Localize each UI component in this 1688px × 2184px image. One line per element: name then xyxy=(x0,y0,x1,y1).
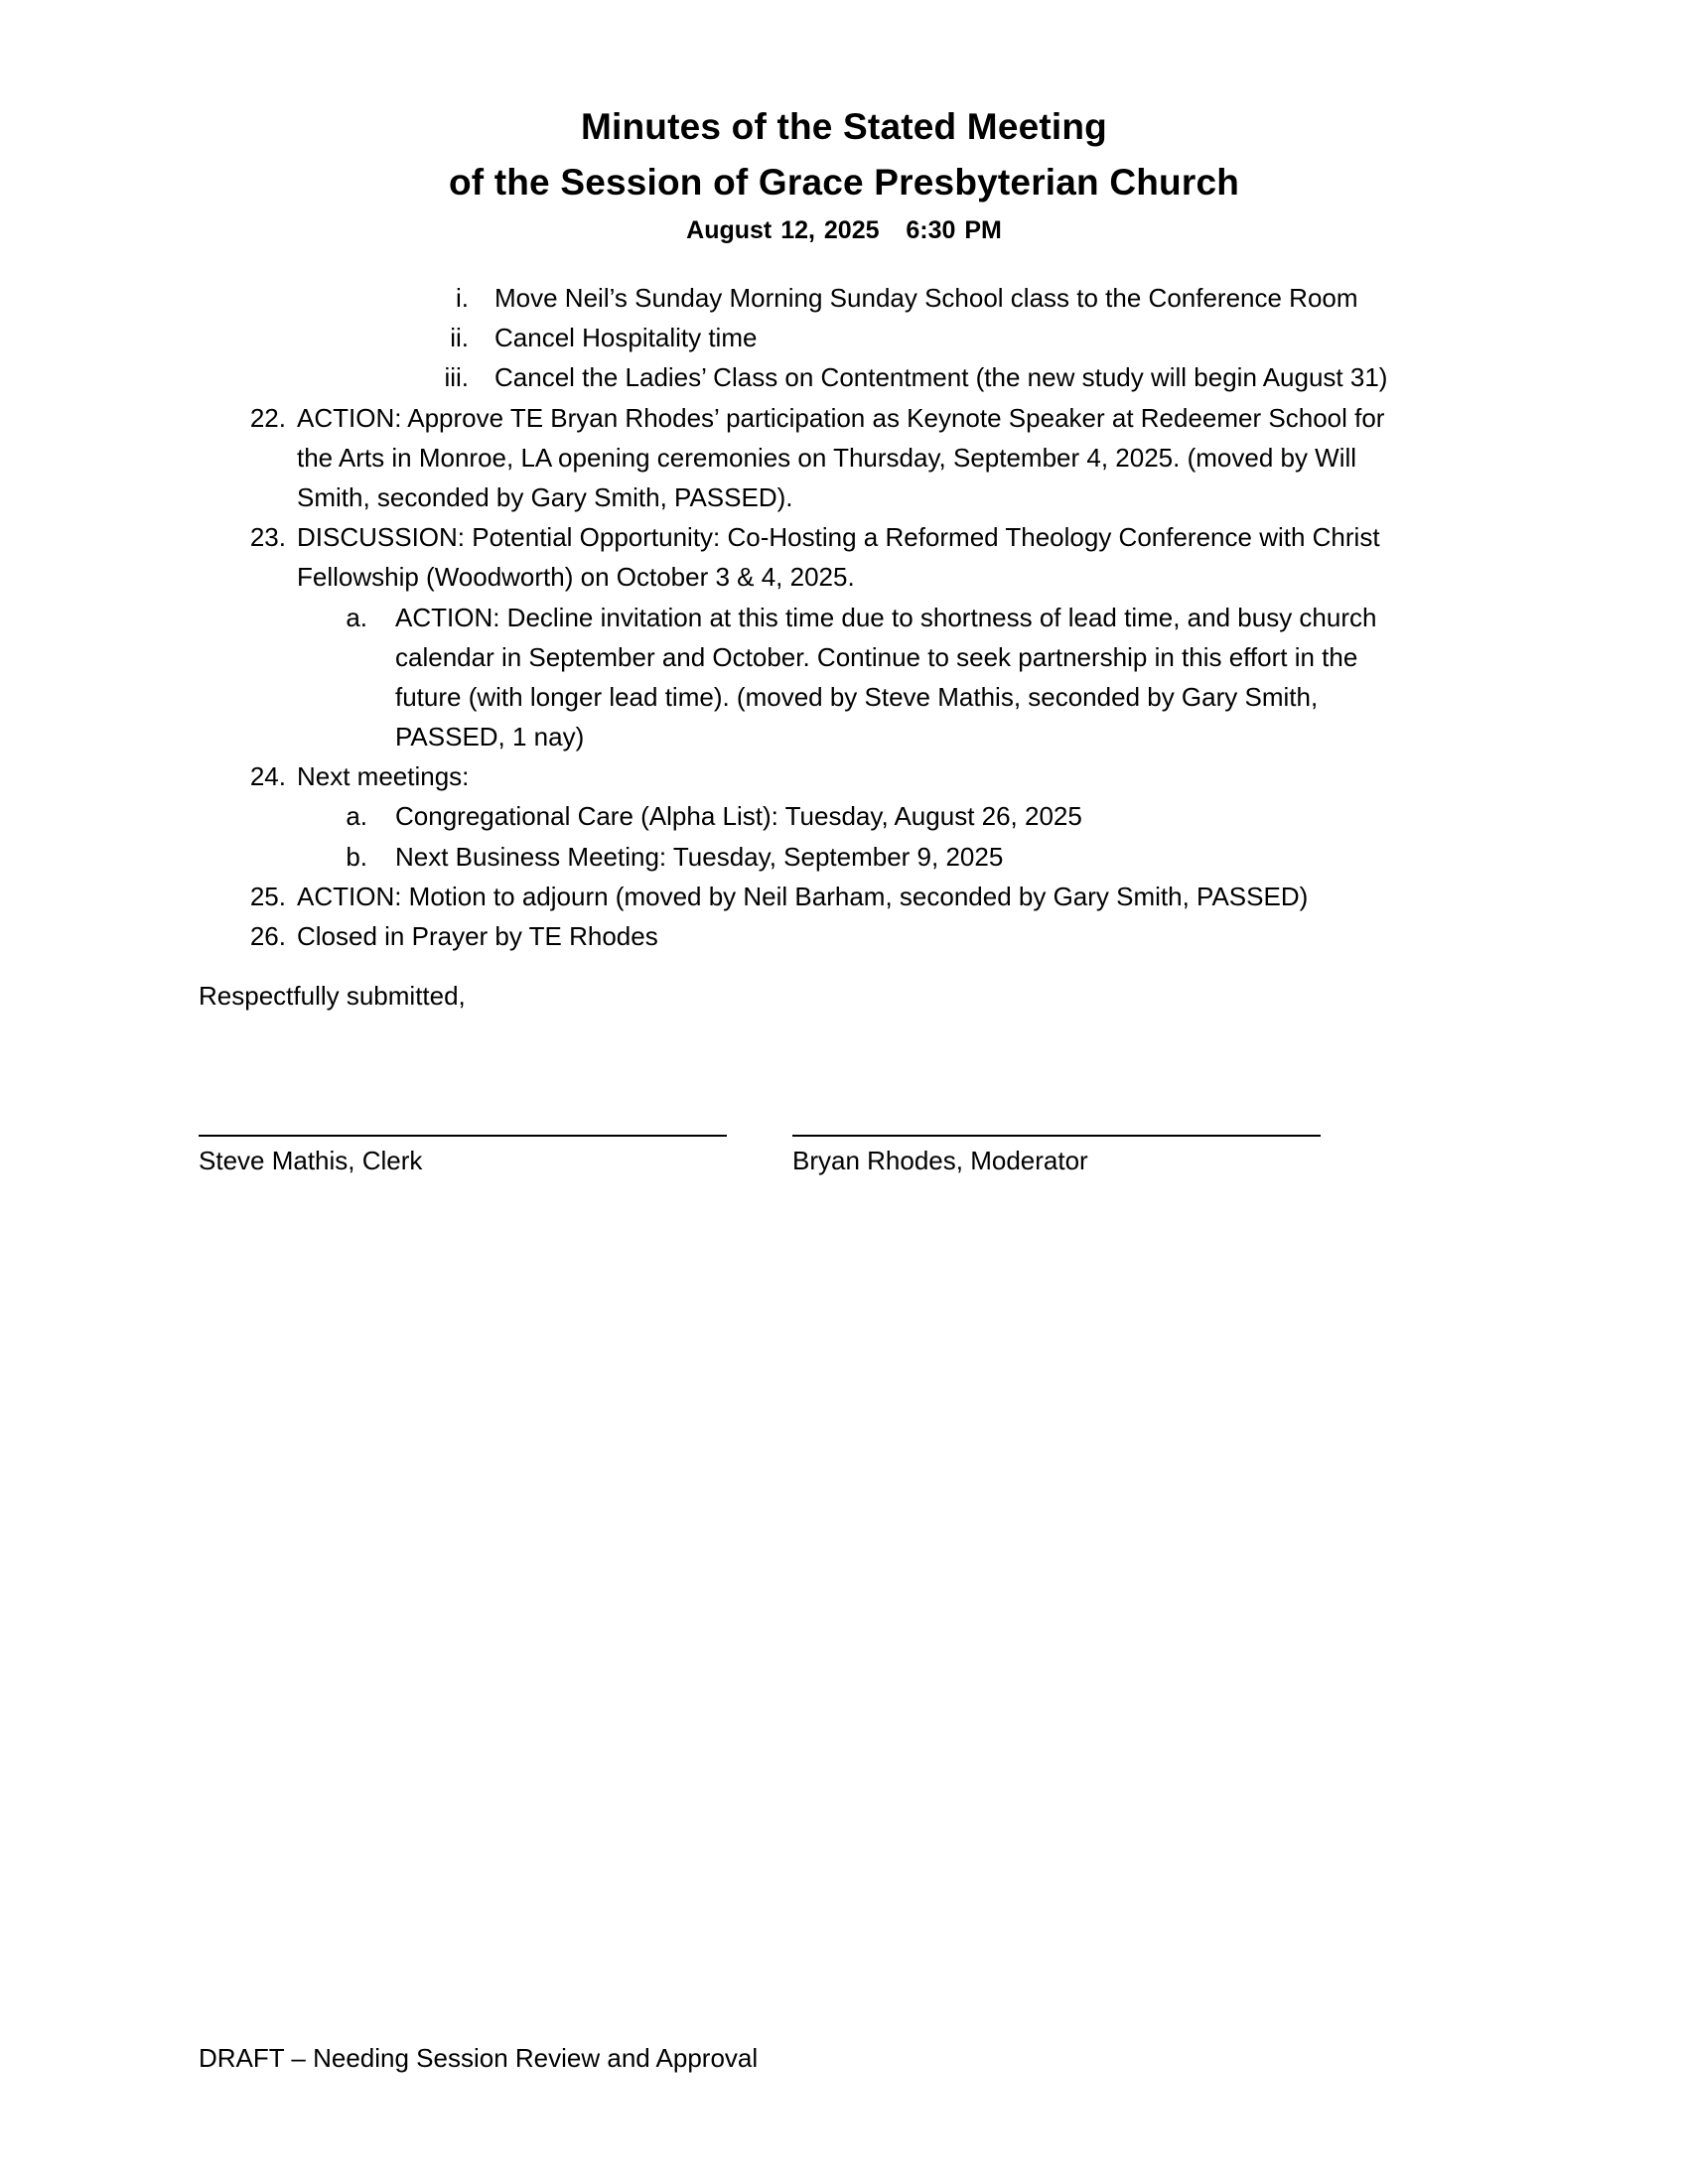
list-item-text: PASSED, 1 nay) xyxy=(395,722,585,752)
sub-item-23a-continuation xyxy=(0,717,1688,756)
sub-item-24b xyxy=(0,837,1688,877)
list-item-22-continuation xyxy=(0,478,1688,517)
title-line-1: Minutes of the Stated Meeting xyxy=(581,106,1107,147)
list-item xyxy=(0,278,1688,318)
list-item-text: Cancel Hospitality time xyxy=(494,323,758,353)
list-item-23 xyxy=(0,517,1688,557)
list-item xyxy=(0,357,1688,397)
list-item-text: Smith, seconded by Gary Smith, PASSED). xyxy=(297,481,793,512)
list-item-22-continuation xyxy=(0,438,1688,478)
list-item-text: ACTION: Decline invitation at this time due to shortness of lead time, and busy church xyxy=(395,602,1377,632)
list-marker: i. xyxy=(456,283,469,313)
list-marker: 25. xyxy=(249,881,286,911)
sub-item-23a-continuation xyxy=(0,677,1688,717)
title-line-2: of the Session of Grace Presbyterian Church xyxy=(448,162,1240,203)
list-item-25 xyxy=(0,877,1688,916)
list-marker: 24. xyxy=(249,761,286,792)
meeting-date-time: August 12, 2025 6:30 PM xyxy=(686,216,1002,244)
list-item-text: calendar in September and October. Continue to seek partnership in this effort in the xyxy=(395,641,1358,672)
sub-item-24a xyxy=(0,796,1688,836)
signature-name-clerk: Steve Mathis, Clerk xyxy=(199,1146,423,1175)
document-header xyxy=(0,99,1688,250)
list-item-text: Move Neil’s Sunday Morning Sunday School class to the Conference Room xyxy=(494,283,1358,313)
list-marker: iii. xyxy=(444,362,469,393)
signature-name-moderator: Bryan Rhodes, Moderator xyxy=(792,1146,1088,1175)
list-item-text: DISCUSSION: Potential Opportunity: Co-Hosting a Reformed Theology Conference with Christ xyxy=(297,522,1380,553)
list-item-text: Next meetings: xyxy=(297,761,470,792)
list-marker: a. xyxy=(346,602,367,632)
sub-item-23a xyxy=(0,598,1688,637)
list-item-text: Fellowship (Woodworth) on October 3 & 4, 2025. xyxy=(297,562,855,593)
list-item-22 xyxy=(0,398,1688,438)
list-marker: 23. xyxy=(249,522,286,553)
signature-line-moderator xyxy=(792,1135,1321,1137)
list-item xyxy=(0,318,1688,357)
list-item-text: Next Business Meeting: Tuesday, September 9, 2025 xyxy=(395,841,1004,872)
signature-line-clerk xyxy=(199,1135,727,1137)
list-item-text: Congregational Care (Alpha List): Tuesday, August 26, 2025 xyxy=(395,801,1082,832)
list-item-text: ACTION: Approve TE Bryan Rhodes’ participation as Keynote Speaker at Redeemer School for xyxy=(297,402,1385,433)
list-marker: 22. xyxy=(249,402,286,433)
list-item-text: future (with longer lead time). (moved by Steve Mathis, seconded by Gary Smith, xyxy=(395,681,1319,712)
list-item-text: Closed in Prayer by TE Rhodes xyxy=(297,921,658,951)
sub-item-23a-continuation xyxy=(0,637,1688,677)
list-item-26 xyxy=(0,916,1688,956)
list-item-text: ACTION: Motion to adjourn (moved by Neil Barham, seconded by Gary Smith, PASSED) xyxy=(297,881,1309,911)
list-item-text: Cancel the Ladies’ Class on Contentment (the new study will begin August 31) xyxy=(494,362,1388,393)
list-item-23-continuation xyxy=(0,557,1688,597)
list-item-24 xyxy=(0,756,1688,796)
list-marker: b. xyxy=(346,841,367,872)
list-marker: ii. xyxy=(450,323,469,353)
list-marker: 26. xyxy=(249,921,286,951)
draft-footer-note: DRAFT – Needing Session Review and Approval xyxy=(199,2043,759,2073)
closing-line: Respectfully submitted, xyxy=(199,981,466,1011)
list-marker: a. xyxy=(346,801,367,832)
minutes-body xyxy=(0,278,1688,956)
list-item-text: the Arts in Monroe, LA opening ceremonies on Thursday, September 4, 2025. (moved by Will xyxy=(297,442,1357,473)
